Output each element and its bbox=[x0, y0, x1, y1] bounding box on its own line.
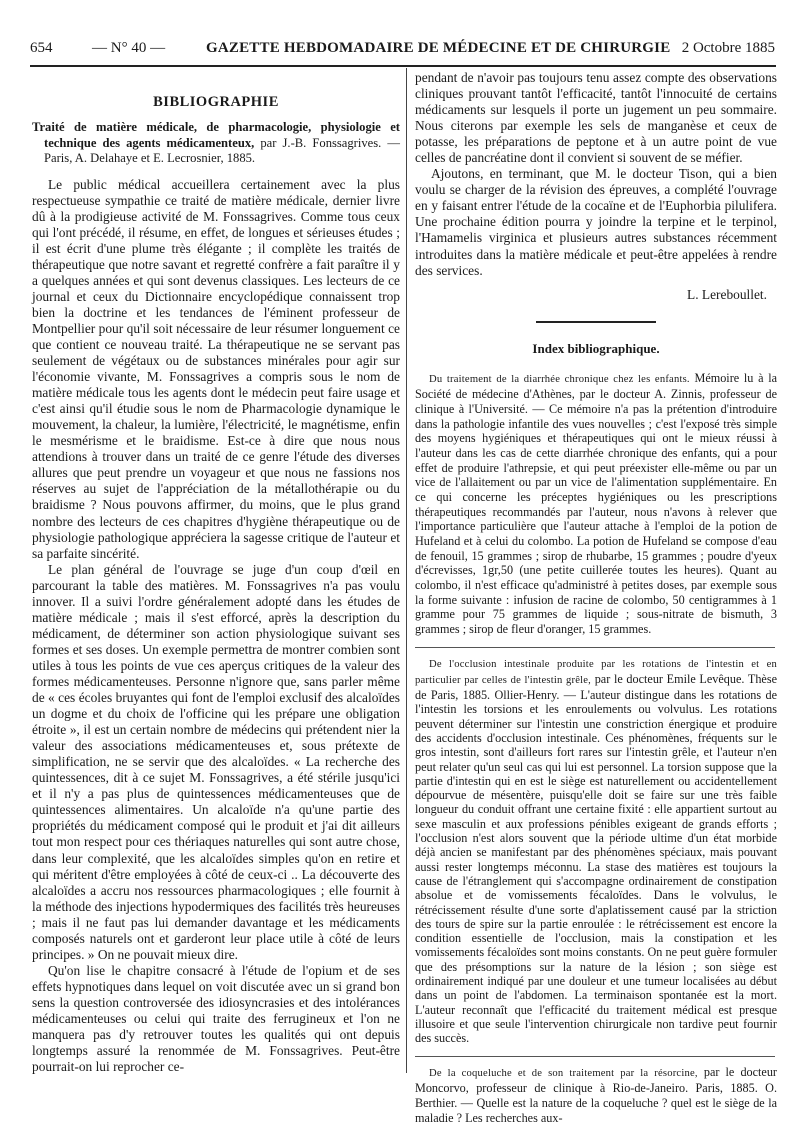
review-paragraph-3: Qu'on lise le chapitre consacré à l'étude de l'opium et de ses effets hypnotiques dans lequel on voit discutée avec un si grand bon sens la question controversée des idiosyncrasies et des intolérances médicamenteuses ou celui qui traite des ferrugineux et l'on ne manquera pas d'y retrouver toutes les qualités qui ont depuis longtemps assuré la renommée de M. Fonssagrives. Peut-être pourrait-on lui reprocher ce- bbox=[32, 962, 400, 1075]
review-paragraph-1: Le public médical accueillera certainement avec la plus respectueuse sympathie ce traité de matière médicale, dernier livre dû à la prodigieuse activité de M. Fonssagrives. Comme tous ceux qui l'ont précédé, il résume, en effet, de longues et sérieuses études ; il est écrit d'une plume très élégante ; il complète les traités de thérapeutique que notre savant et regretté confrère a fait paraître il y a quelques années et qui sont devenus classiques. Les lecteurs de ce journal et ceux du Dictionnaire encyclopédique connaissent trop bien la doctrine et les tendances de l'éminent professeur de Montpellier pour qu'il soit nécessaire de leur résumer longuement ce que contient ce nouveau traité. La thérapeutique ne se servant pas seulement de végétaux ou de substances minérales pour agir sur l'économie vivante, M. Fonssagrives a compris sous le nom de matière médicale tous les agents dont le médecin peut faire usage et c'est ainsi qu'il étudie sous le nom de Pharmacologie dynamique le mouvement, la chaleur, la lumière, l'électricité, le magnétisme, enfin le mesmérisme et le braidisme. Est-ce à dire que nous nous attendions à trouver dans un traité de ce genre l'étude des diverses allures que peut prendre un voyageur et que nous ne fassions nos réserves au sujet de l'appréciation de la métallothérapie ou du braidisme ? Nous pouvons affirmer, du moins, que le plus grand nombre des lecteurs de ces chapitres d'hygiène thérapeutique ou de physiologie pathologique appréciera la sagesse critique de l'auteur et sa parfaite sincérité. bbox=[32, 176, 400, 561]
entry-3-title: De la coqueluche et de son traitement par la résorcine, bbox=[429, 1067, 698, 1079]
issue-date: 2 Octobre 1885 bbox=[681, 40, 775, 56]
entry-2-title: De l'occlusion intestinale produite par les rotations de l'intestin et en particulier par celles de l'intestin grêle, bbox=[415, 658, 777, 686]
index-entry-3 bbox=[415, 1065, 777, 1126]
book-title: Traité de matière médicale, de pharmacologie, physiologie et technique des agents médicamenteux, bbox=[32, 120, 400, 150]
index-entry-2 bbox=[415, 656, 777, 1046]
entry-3-body: par le docteur Moncorvo, professeur de clinique à Rio-de-Janeiro. Paris, 1885. O. Berthier. — Quelle est la nature de la coqueluche ? quel est le siège de la maladie ? Les recherches aux- bbox=[415, 1064, 777, 1125]
journal-title: GAZETTE HEBDOMADAIRE DE MÉDECINE ET DE CHIRURGIE bbox=[206, 40, 671, 56]
header-rule bbox=[30, 65, 776, 67]
section-title: BIBLIOGRAPHIE bbox=[153, 94, 279, 110]
index-entry-1 bbox=[415, 371, 777, 637]
book-reference bbox=[32, 120, 400, 167]
entry-separator bbox=[415, 1056, 775, 1057]
review-paragraph-4: pendant de n'avoir pas toujours tenu assez compte des observations cliniques prouvant tantôt l'efficacité, tantôt l'innocuité de certains médicaments sur lesquels il porte un jugement un peu sommaire. Nous citerons par exemple les sels de manganèse et ceux de potasse, les préparations de peptone et à un autre point de vue celles de pancréatine dont il convient si souvent de se méfier. bbox=[415, 70, 777, 166]
review-paragraph-2: Le plan général de l'ouvrage se juge d'un coup d'œil en parcourant la table des matières. M. Fonssagrives n'a pas voulu innover. Il a suivi l'ordre généralement adopté dans les études de matière médicale ; mais il s'est efforcé, après la description du médicament, de déterminer son action physiologique suivant ses formes et ses doses. Un exemple permettra de montrer combien sont utiles à tous les points de vue ces aperçus critiques de la valeur des formes médicamenteuses. Personne n'ignore que, sans parler même de « ces écoles bruyantes qui font de l'emploi exclusif des alcaloïdes un dogme et du choix de l'officine qui les prépare une obligation étroite », il est un certain nombre de médecins qui prétendent nier la valeur des associations médicamenteuses et, sous prétexte de simplification, ne se servir que des alcaloïdes. « La recherche des quintessences, dit à ce sujet M. Fonssagrives, a été stérile jusqu'ici et il n'y a pas plus de quintessences médicamenteuses que de quintessences alimentaires. Un alcaloïde n'a qu'une partie des propriétés du médicament composé qui le produit et j'ai dit ailleurs tout mon respect pour ces thériaques naturelles qui sont autre chose, dans leur complexité, que les alcaloïdes simples qu'on en retire et qui méritent d'être employées à côté de ceux-ci .. La découverte des alcaloïdes a accru nos ressources pharmacologiques ; elle fournit à la méthode des injections hypodermiques des facilités très heureuses ; mais il ne faut pas lui demander davantage et les médicaments composés naturels ont et garderont leur place utile à côté de leurs principes. » On ne pouvait mieux dire. bbox=[32, 561, 400, 962]
left-column bbox=[32, 70, 400, 1075]
right-column bbox=[415, 70, 777, 1135]
book-author: par J.-B. Fonssagrives. — Paris, A. Delahaye et E. Lecrosnier, 1885. bbox=[44, 135, 400, 166]
entry-1-body: Mémoire lu à la Société de médecine d'Athènes, par le docteur A. Zinnis, professeur de clinique à l'Université. — Ce mémoire n'a pas la prétention d'introduire dans la pathologie infantile des vues nouvelles ; c'est l'exposé très simple des moyens hygiéniques et thérapeutiques qui ont le mieux réussi à l'auteur dans les cas de cette diarrhée chronique des enfants, qui a pour effet de produire l'athrepsie, et qui peut préexister elle-même ou par un vice de l'allaitement ou par un vice de l'alimentation supplémentaire. En ce qui concerne les préceptes hygiéniques ou les prescriptions thérapeutiques recommandés par l'auteur, nous n'avons à relever que l'importance particulière que l'auteur attache à l'emploi de la potion de Hufeland et à celui du colombo. La potion de Hufeland se compose d'eau de fenouil, 15 grammes ; sirop de rhubarbe, 15 grammes ; poudre d'yeux d'écrevisses, 1gr,50 (une petite cuillerée toutes les heures). Quant au colombo, il n'est efficace qu'administré à petites doses, par exemple sous la forme suivante : infusion de racine de colombo, 50 centigrammes à 1 gramme pour 75 grammes de liquide ; sous-nitrate de bismuth, 3 grammes ; sirop de fleur d'oranger, 15 grammes. bbox=[415, 370, 777, 636]
issue-number: — N° 40 — bbox=[92, 40, 166, 56]
column-divider bbox=[406, 68, 407, 1073]
index-title: Index bibliographique. bbox=[532, 340, 660, 356]
entry-1-title: Du traitement de la diarrhée chronique chez les enfants. bbox=[429, 373, 690, 385]
review-signature: L. Lereboullet. bbox=[687, 286, 767, 302]
entry-2-body: par le docteur Emile Levêque. Thèse de Paris, 1885. Ollier-Henry. — L'auteur distingue dans les rotations de l'intestin les torsions et les enroulements ou volvulus. Les rotations peuvent déterminer sur l'intestin une constriction énergique et produire des accidents d'occlusion intestinale. Ces phénomènes, fréquents sur le gros intestin, sont d'ailleurs fort rares sur l'intestin grêle, et l'auteur n'en peut relater qu'un seul cas qui lui est personnel. La torsion suppose que la partie d'intestin qui en est le siège est naturellement ou accidentellement dépourvue de mésentère, puisqu'elle doit se faire sur une très faible longueur du conduit offrant une certaine fixité : elle appartient surtout au sexe masculin et aux professions pénibles exigeant de grands efforts ; l'occlusion n'est alors souvent que la période ultime d'un état morbide déjà ancien se manifestant par des phénomènes spéciaux, mais pouvant aussi rester longtemps méconnu. La stase des matières est toujours la cause de l'étranglement qui s'accompagne ordinairement de constipation absolue et de vomissements fécaloïdes. Dans le volvulus, le rétrécissement résulte d'une sorte d'aplatissement causé par la striction des tours de spire sur la partie enroulée : le rétrécissement est encore la condition essentielle de l'occlusion, mais la constipation et les vomissements fécaloïdes sont moins constants. On ne peut guère formuler que des présomptions sur la nature de la lésion ; son siège est ordinairement indiqué par une douleur et une tumeur localisées au début dans un point de l'abdomen. La terminaison spontanée est la mort. L'auteur reconnaît que l'efficacité du traitement médical est presque illusoire et que seule l'intervention chirurgicale non tardive peut fournir des succès. bbox=[415, 671, 777, 1046]
review-paragraph-5: Ajoutons, en terminant, que M. le docteur Tison, qui a bien voulu se charger de la révision des épreuves, a complété l'ouvrage en y faisant entrer l'étude de la cocaïne et de l'Euphorbia pilulifera. Une prochaine édition pourra y joindre la terpine et le terpinol, l'Hamamelis virginica et plusieurs autres substances récemment introduites dans la matière médicale et peut-être appelées à rendre des services. bbox=[415, 166, 777, 278]
section-separator bbox=[536, 321, 656, 323]
page-number: 654 bbox=[30, 40, 53, 56]
entry-separator bbox=[415, 647, 775, 648]
running-header bbox=[30, 40, 775, 62]
